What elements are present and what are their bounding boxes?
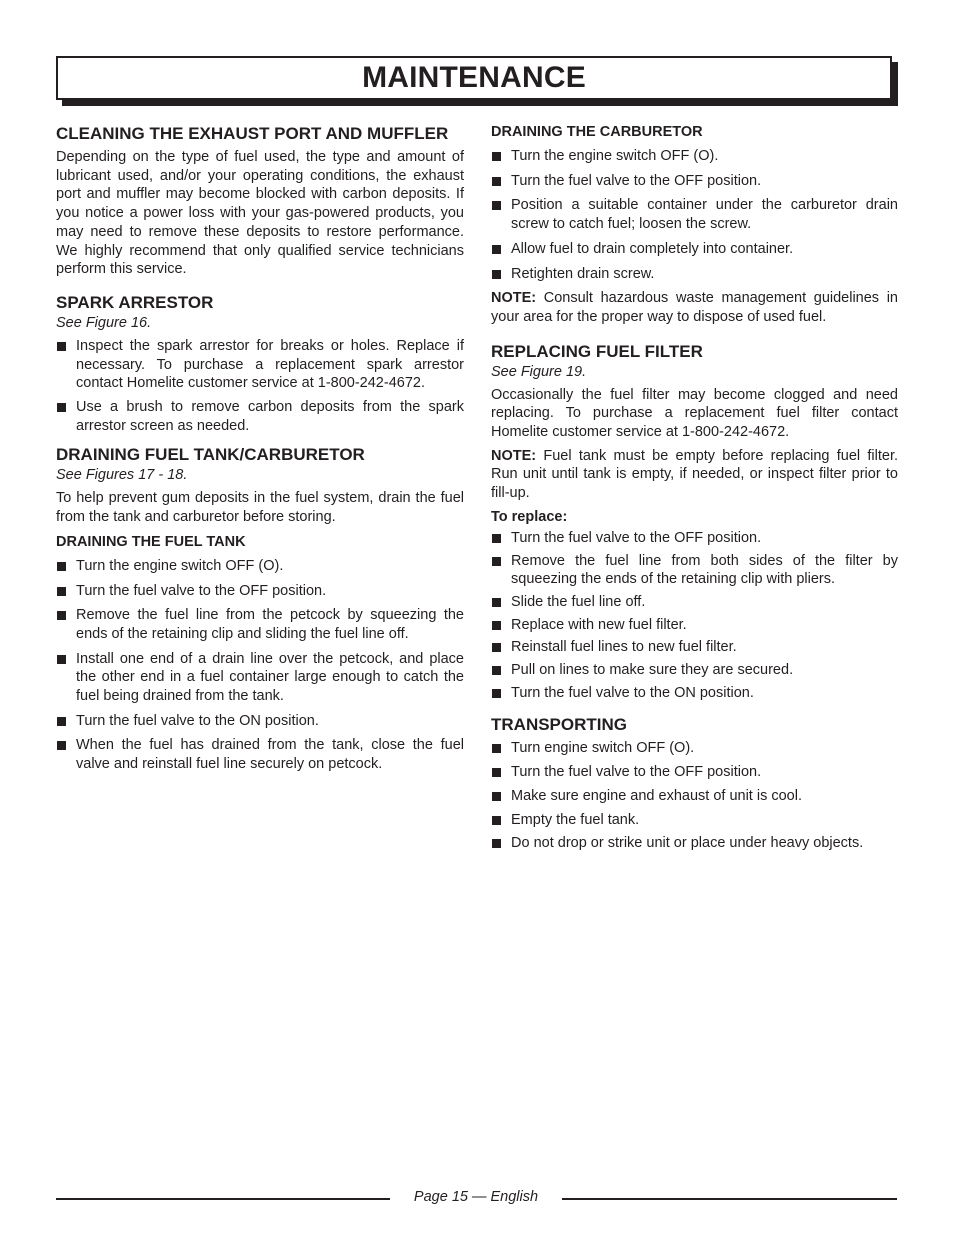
- list-item: Do not drop or strike unit or place under heavy objects.: [491, 834, 898, 853]
- draining-body: To help prevent gum deposits in the fuel system, drain the fuel from the tank and carburetor before storing.: [56, 490, 464, 526]
- list-item: Turn the fuel valve to the OFF position.: [56, 582, 464, 601]
- square-bullet-icon: [492, 270, 501, 279]
- fuel-tank-list: [56, 557, 464, 774]
- footer-rule-right: [562, 1198, 897, 1200]
- square-bullet-icon: [492, 643, 501, 652]
- note-label: NOTE:: [491, 447, 537, 464]
- footer-rule-left: [56, 1198, 390, 1200]
- square-bullet-icon: [492, 666, 501, 675]
- list-item: Empty the fuel tank.: [491, 811, 898, 830]
- square-bullet-icon: [492, 245, 501, 254]
- filter-body: Occasionally the fuel filter may become clogged and need replacing. To purchase a replacement fuel filter contact Homelite customer service at 1-800-242-4672.: [491, 386, 898, 441]
- square-bullet-icon: [492, 839, 501, 848]
- square-bullet-icon: [492, 621, 501, 630]
- list-item: Install one end of a drain line over the petcock, and place the other end in a fuel container large enough to catch the fuel being drained from the tank.: [56, 650, 464, 706]
- square-bullet-icon: [492, 744, 501, 753]
- list-item: Pull on lines to make sure they are secured.: [491, 661, 898, 680]
- note-label: NOTE:: [491, 290, 537, 307]
- list-item: Turn the engine switch OFF (O).: [56, 557, 464, 576]
- square-bullet-icon: [492, 152, 501, 161]
- list-item: Remove the fuel line from the petcock by squeezing the ends of the retaining clip and sliding the fuel line off.: [56, 606, 464, 643]
- page-footer: Page 15 — English: [413, 1189, 539, 1205]
- list-item: Remove the fuel line from both sides of the filter by squeezing the ends of the retaining clip with pliers.: [491, 552, 898, 589]
- spark-figure-ref: See Figure 16.: [56, 314, 152, 331]
- filter-heading: REPLACING FUEL FILTER: [491, 341, 703, 361]
- to-replace-label: To replace:: [491, 508, 568, 525]
- square-bullet-icon: [492, 177, 501, 186]
- square-bullet-icon: [492, 689, 501, 698]
- square-bullet-icon: [57, 655, 66, 664]
- filter-figure-ref: See Figure 19.: [491, 363, 587, 380]
- fuel-tank-heading: DRAINING THE FUEL TANK: [56, 533, 246, 550]
- filter-note: NOTE: Fuel tank must be empty before replacing fuel filter. Run unit until tank is empty, if needed, or inspect filter prior to fill-up.: [491, 447, 899, 502]
- square-bullet-icon: [492, 792, 501, 801]
- filter-list: [491, 529, 898, 703]
- list-item: Use a brush to remove carbon deposits from the spark arrestor screen as needed.: [56, 398, 464, 435]
- square-bullet-icon: [57, 587, 66, 596]
- exhaust-heading: CLEANING THE EXHAUST PORT AND MUFFLER: [56, 124, 449, 143]
- square-bullet-icon: [492, 534, 501, 543]
- list-item: Retighten drain screw.: [491, 265, 898, 284]
- list-item: Slide the fuel line off.: [491, 593, 898, 612]
- right-column: [491, 122, 898, 853]
- carburetor-list: [491, 147, 898, 283]
- list-item: Turn the fuel valve to the OFF position.: [491, 529, 898, 548]
- transport-heading: TRANSPORTING: [491, 715, 627, 735]
- spark-list: [56, 337, 464, 436]
- square-bullet-icon: [57, 741, 66, 750]
- list-item: Turn the fuel valve to the OFF position.: [491, 763, 898, 782]
- carburetor-heading: DRAINING THE CARBURETOR: [491, 124, 703, 140]
- list-item: Inspect the spark arrestor for breaks or holes. Replace if necessary. To purchase a replacement spark arrestor contact Homelite customer service at 1-800-242-4672.: [56, 337, 464, 393]
- list-item: Replace with new fuel filter.: [491, 616, 898, 635]
- spark-heading: SPARK ARRESTOR: [56, 292, 214, 312]
- list-item: Position a suitable container under the carburetor drain screw to catch fuel; loosen the screw.: [491, 196, 898, 233]
- square-bullet-icon: [492, 816, 501, 825]
- draining-heading: DRAINING FUEL TANK/CARBURETOR: [56, 445, 365, 465]
- exhaust-body: Depending on the type of fuel used, the type and amount of lubricant used, and/or your operating conditions, the exhaust port and muffler may become blocked with carbon deposits. If you notice a power loss with your gas-powered products, you may need to remove these deposits to restore performance. We highly recommend that only qualified service technicians perform this service.: [56, 149, 464, 278]
- list-item: Turn the fuel valve to the OFF position.: [491, 172, 898, 191]
- list-item: Allow fuel to drain completely into container.: [491, 240, 898, 259]
- draining-figure-ref: See Figures 17 - 18.: [56, 467, 188, 484]
- list-item: Turn engine switch OFF (O).: [491, 739, 898, 758]
- list-item: Turn the fuel valve to the ON position.: [491, 684, 898, 703]
- square-bullet-icon: [57, 562, 66, 571]
- page-title-box: [56, 56, 892, 100]
- list-item: Reinstall fuel lines to new fuel filter.: [491, 638, 898, 657]
- page-title: MAINTENANCE: [362, 61, 586, 94]
- square-bullet-icon: [492, 201, 501, 210]
- square-bullet-icon: [492, 768, 501, 777]
- left-column: [56, 122, 464, 774]
- list-item: Turn the engine switch OFF (O).: [491, 147, 898, 166]
- square-bullet-icon: [57, 403, 66, 412]
- square-bullet-icon: [57, 611, 66, 620]
- list-item: Turn the fuel valve to the ON position.: [56, 712, 464, 731]
- square-bullet-icon: [492, 557, 501, 566]
- square-bullet-icon: [57, 717, 66, 726]
- list-item: When the fuel has drained from the tank, close the fuel valve and reinstall fuel line securely on petcock.: [56, 736, 464, 773]
- carburetor-note: NOTE: Consult hazardous waste management guidelines in your area for the proper way to dispose of used fuel.: [491, 290, 898, 325]
- list-item: Make sure engine and exhaust of unit is cool.: [491, 787, 898, 806]
- transport-list: [491, 739, 898, 853]
- square-bullet-icon: [492, 598, 501, 607]
- square-bullet-icon: [57, 342, 66, 351]
